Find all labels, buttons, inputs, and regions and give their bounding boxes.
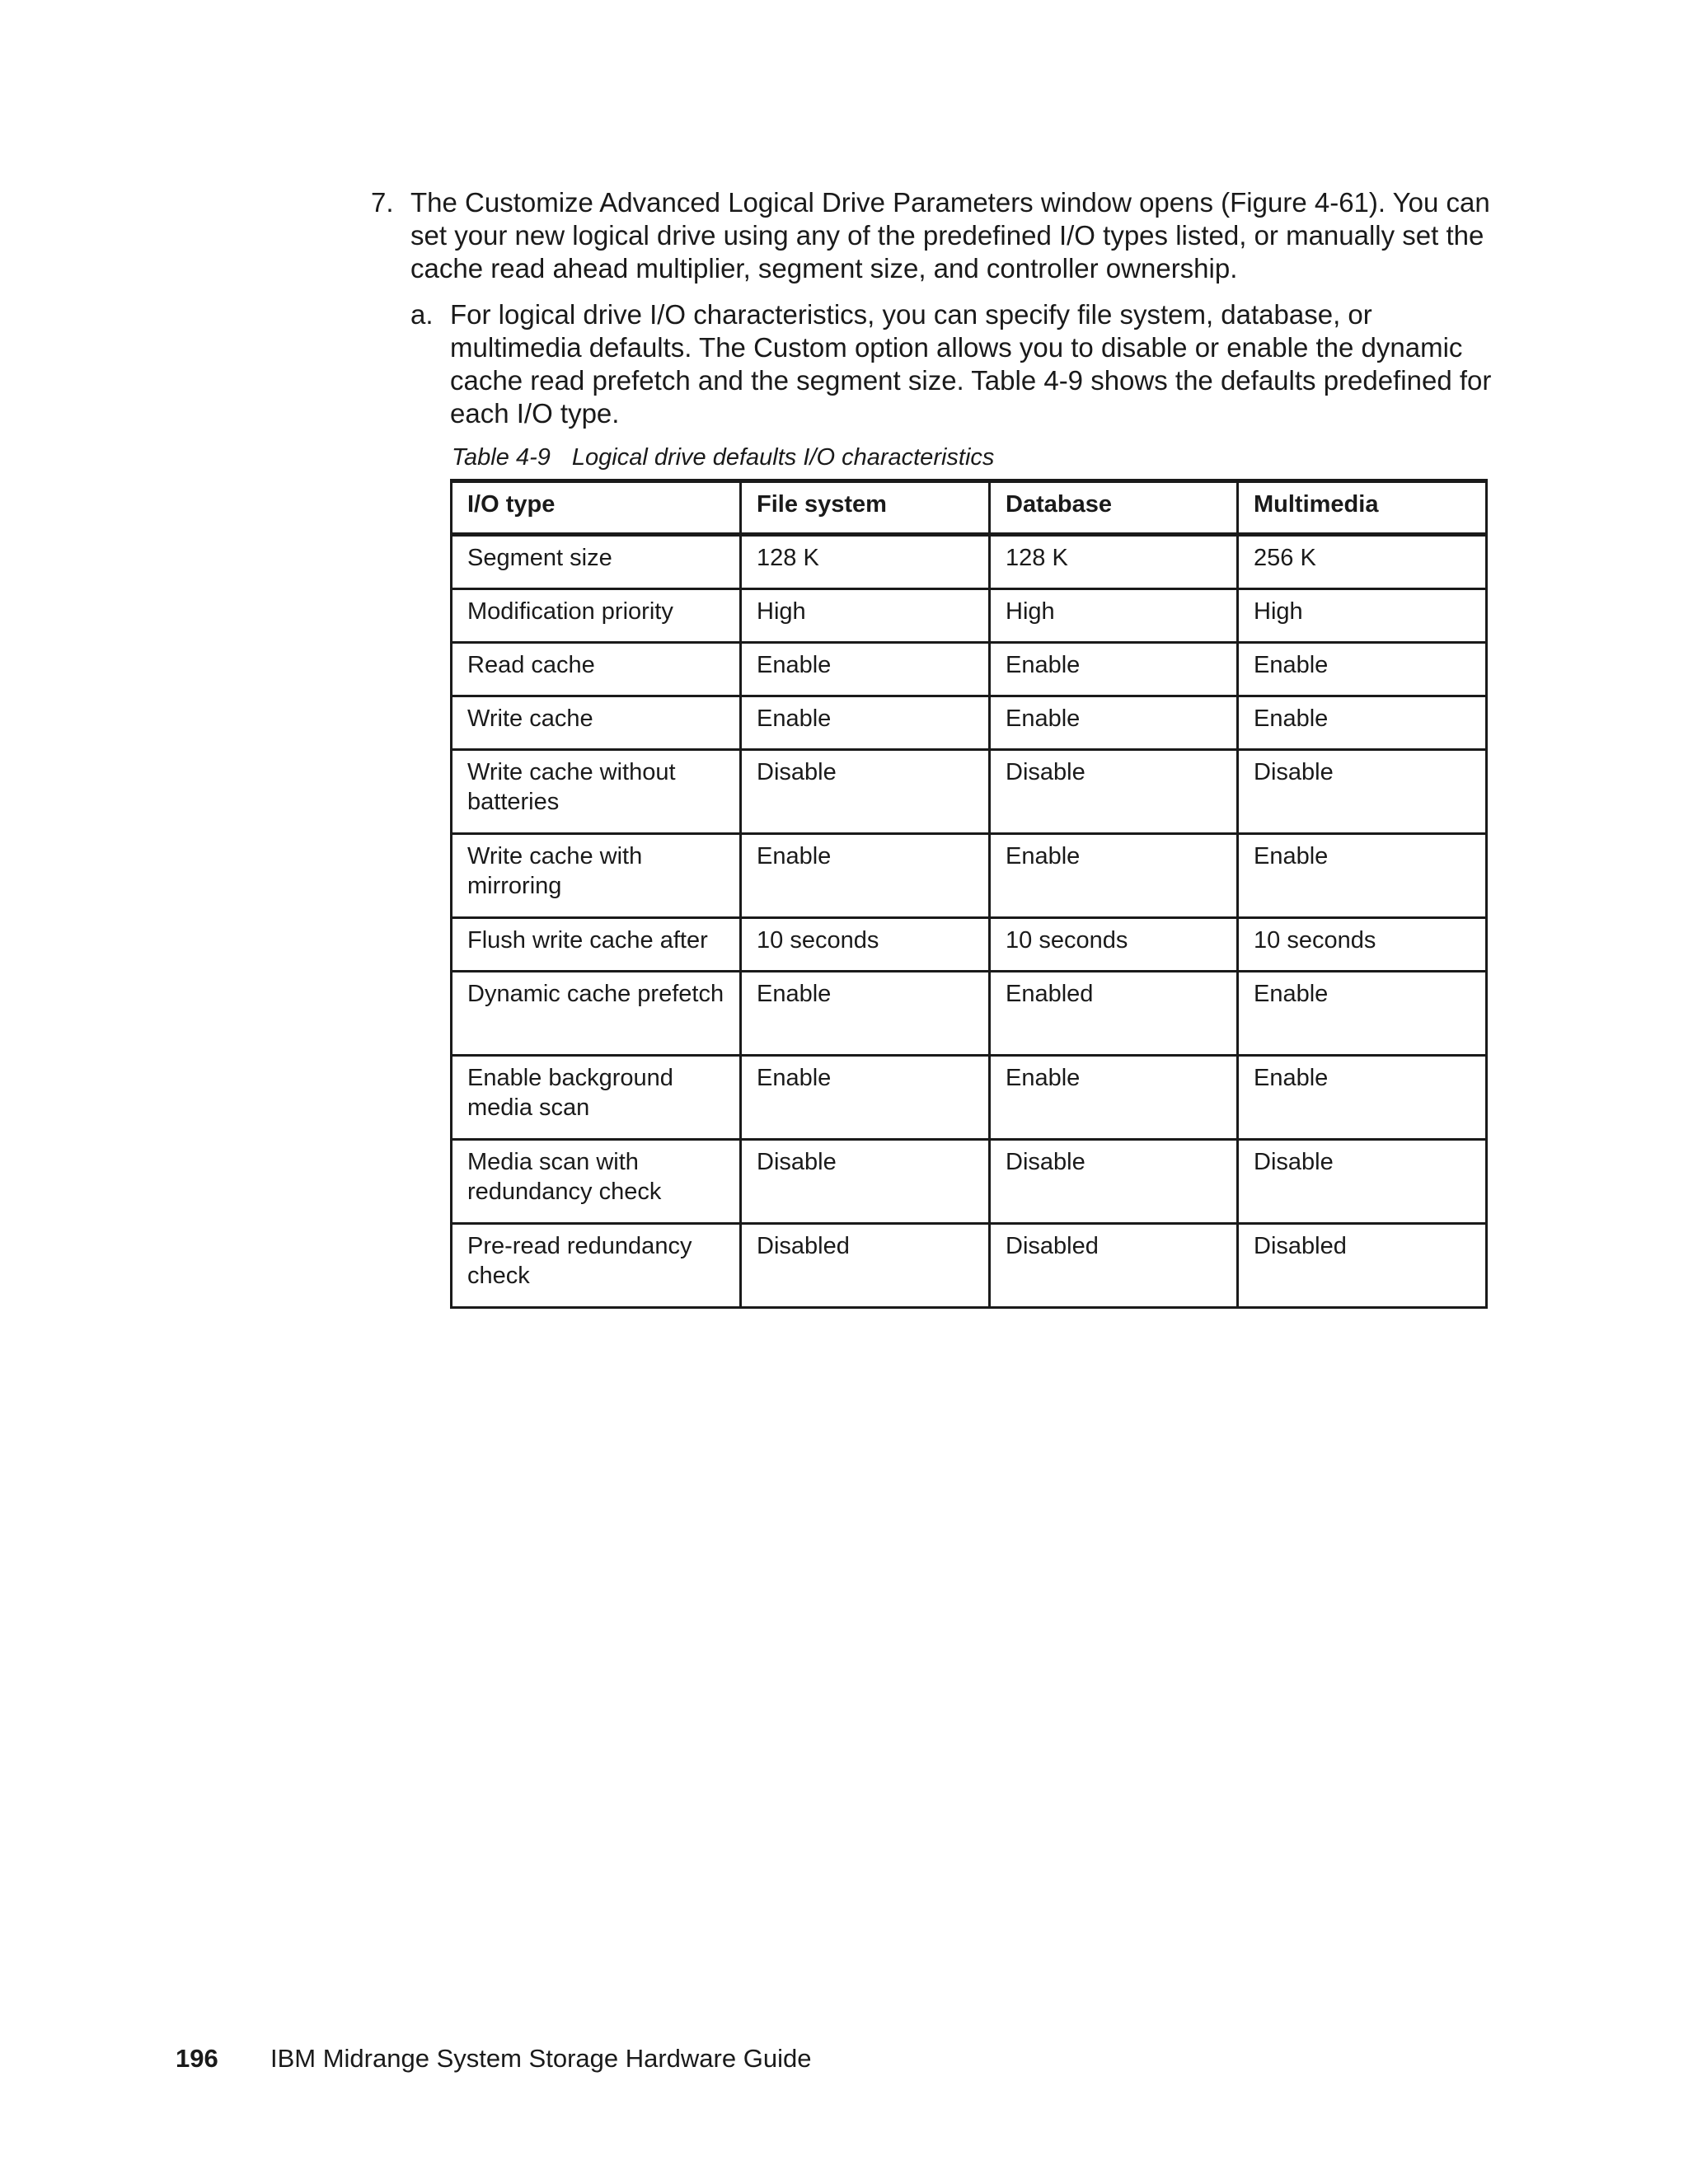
cell-file-system: Enable (741, 972, 990, 1056)
cell-database: Enable (990, 1056, 1238, 1140)
table-row (452, 750, 1487, 834)
row-label: Dynamic cache prefetch (452, 972, 741, 1056)
table-row (452, 1224, 1487, 1308)
io-defaults-table (450, 479, 1488, 1309)
cell-multimedia: Disable (1238, 750, 1487, 834)
cell-database: Disable (990, 750, 1238, 834)
header-io-type: I/O type (452, 481, 741, 535)
cell-multimedia: Disabled (1238, 1224, 1487, 1308)
table-header-row (452, 481, 1487, 535)
book-title: IBM Midrange System Storage Hardware Guide (270, 2044, 812, 2073)
row-label: Media scan with redundancy check (452, 1140, 741, 1224)
table-caption-title: Logical drive defaults I/O characteristics (571, 444, 995, 471)
cell-database: Disabled (990, 1224, 1238, 1308)
table-caption (452, 443, 994, 471)
cell-multimedia: Enable (1238, 1056, 1487, 1140)
row-label: Write cache (452, 696, 741, 750)
table-row (452, 643, 1487, 696)
cell-multimedia: 256 K (1238, 535, 1487, 589)
cell-file-system: 128 K (741, 535, 990, 589)
row-label: Write cache without batteries (452, 750, 741, 834)
table-row (452, 834, 1487, 918)
row-label: Flush write cache after (452, 918, 741, 972)
cell-multimedia: Enable (1238, 834, 1487, 918)
row-label: Modification priority (452, 589, 741, 643)
substep-text: For logical drive I/O characteristics, you can specify file system, database, or multimedia defaults. The Custom option allows you to disable or enable the dynamic cache read prefetch and the segment size. Table 4-9 shows the defaults predefined for each I/O type. (450, 299, 1492, 429)
cell-file-system: Enable (741, 696, 990, 750)
cell-file-system: Disable (741, 750, 990, 834)
cell-file-system: 10 seconds (741, 918, 990, 972)
table-row (452, 918, 1487, 972)
substep-letter: a. (410, 299, 434, 330)
table-row (452, 535, 1487, 589)
cell-file-system: Disable (741, 1140, 990, 1224)
cell-database: Enable (990, 834, 1238, 918)
cell-database: High (990, 589, 1238, 643)
row-label: Enable background media scan (452, 1056, 741, 1140)
table-row (452, 1056, 1487, 1140)
cell-database: Enable (990, 643, 1238, 696)
table-row (452, 972, 1487, 1056)
page-number: 196 (176, 2044, 218, 2073)
page-footer (176, 2044, 811, 2074)
table-row (452, 696, 1487, 750)
cell-file-system: High (741, 589, 990, 643)
cell-multimedia: High (1238, 589, 1487, 643)
step-number: 7. (371, 187, 394, 218)
table-row (452, 589, 1487, 643)
cell-database: Disable (990, 1140, 1238, 1224)
row-label: Segment size (452, 535, 741, 589)
table-caption-label: Table 4-9 (452, 444, 551, 471)
step-text: The Customize Advanced Logical Drive Parameters window opens (Figure 4-61). You can set your new logical drive using any of the predefined I/O types listed, or manually set the cache read ahead multiplier, segment size, and controller ownership. (410, 187, 1490, 284)
cell-database: 128 K (990, 535, 1238, 589)
row-label: Write cache with mirroring (452, 834, 741, 918)
header-file-system: File system (741, 481, 990, 535)
cell-file-system: Enable (741, 1056, 990, 1140)
cell-multimedia: Enable (1238, 972, 1487, 1056)
cell-multimedia: Enable (1238, 643, 1487, 696)
cell-multimedia: 10 seconds (1238, 918, 1487, 972)
cell-database: Enable (990, 696, 1238, 750)
header-multimedia: Multimedia (1238, 481, 1487, 535)
cell-file-system: Enable (741, 834, 990, 918)
cell-multimedia: Disable (1238, 1140, 1487, 1224)
table-row (452, 1140, 1487, 1224)
cell-database: 10 seconds (990, 918, 1238, 972)
cell-multimedia: Enable (1238, 696, 1487, 750)
cell-file-system: Disabled (741, 1224, 990, 1308)
cell-file-system: Enable (741, 643, 990, 696)
row-label: Pre-read redundancy check (452, 1224, 741, 1308)
cell-database: Enabled (990, 972, 1238, 1056)
header-database: Database (990, 481, 1238, 535)
row-label: Read cache (452, 643, 741, 696)
